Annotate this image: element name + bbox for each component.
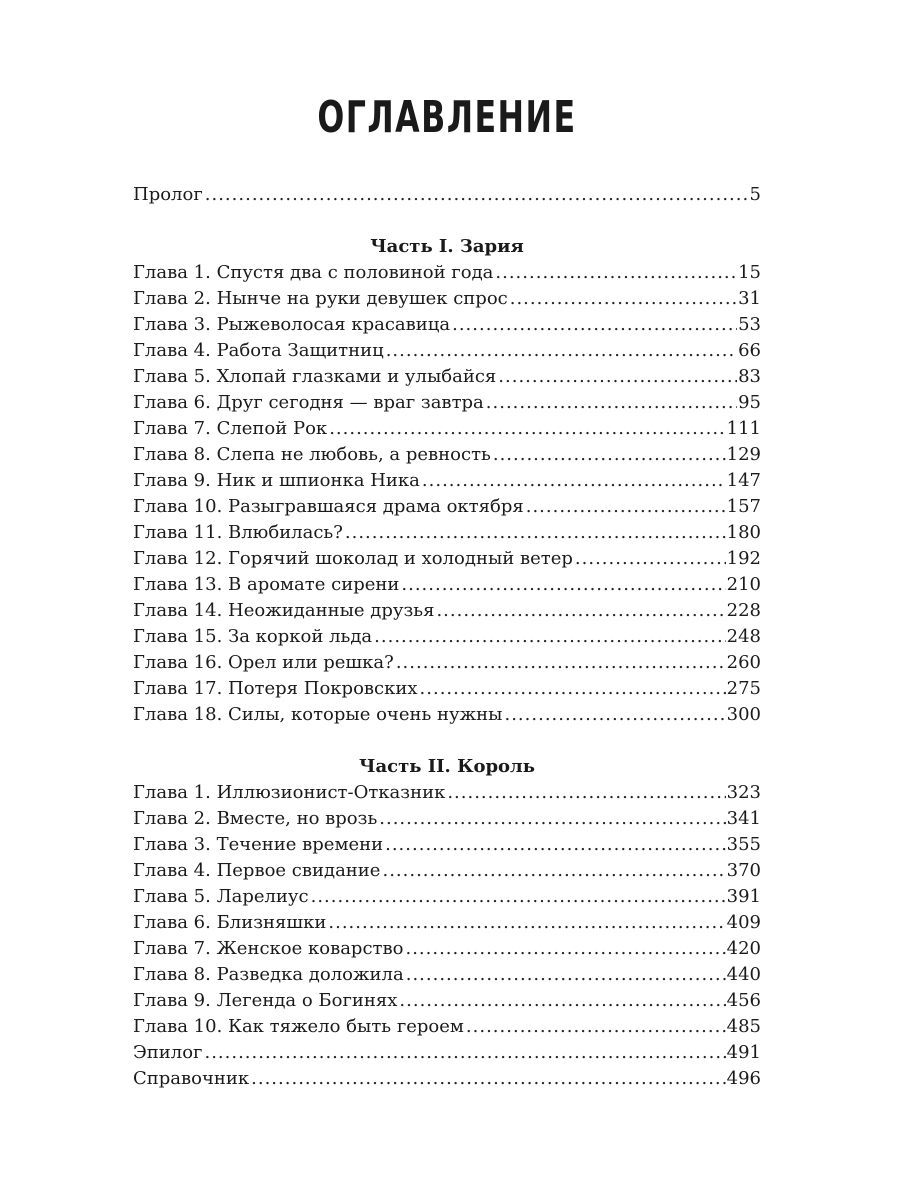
dot-leader xyxy=(447,780,725,806)
entry-label: Глава 17. Потеря Покровских xyxy=(133,678,418,699)
toc-entry-chapter[interactable] xyxy=(133,806,761,832)
entry-label: Глава 9. Легенда о Богинях xyxy=(133,990,398,1011)
dot-leader xyxy=(452,312,737,338)
entry-page-number: 323 xyxy=(726,782,761,803)
toc-entry-chapter[interactable] xyxy=(133,1014,761,1040)
entry-page-number: 83 xyxy=(738,366,761,387)
dot-leader xyxy=(493,442,726,468)
entry-label: Глава 4. Работа Защитниц xyxy=(133,340,384,361)
toc-title: ОГЛАВЛЕНИЕ xyxy=(317,92,577,143)
toc-entry-chapter[interactable] xyxy=(133,936,761,962)
toc-entry-chapter[interactable] xyxy=(133,546,761,572)
dot-leader xyxy=(526,494,726,520)
entry-page-number: 31 xyxy=(738,288,761,309)
entry-label: Глава 5. Хлопай глазками и улыбайся xyxy=(133,366,497,387)
entry-page-number: 129 xyxy=(726,444,761,465)
toc-entry-chapter[interactable] xyxy=(133,364,761,390)
entry-label: Глава 1. Иллюзионист-Отказник xyxy=(133,782,446,803)
toc-entry-chapter[interactable] xyxy=(133,416,761,442)
entry-page-number: 275 xyxy=(726,678,761,699)
entry-label: Глава 3. Рыжеволосая красавица xyxy=(133,314,451,335)
dot-leader xyxy=(385,832,726,858)
entry-label: Глава 5. Ларелиус xyxy=(133,886,309,907)
entry-page-number: 300 xyxy=(726,704,761,725)
table-of-contents xyxy=(133,182,761,1092)
entry-page-number: 53 xyxy=(738,314,761,335)
entry-label: Глава 13. В аромате сирени xyxy=(133,574,400,595)
toc-entry-chapter[interactable] xyxy=(133,312,761,338)
spacer xyxy=(133,208,761,234)
entry-page-number: 409 xyxy=(726,912,761,933)
toc-entry-prologue[interactable] xyxy=(133,182,761,208)
entry-label: Справочник xyxy=(133,1068,250,1089)
toc-entry-chapter[interactable] xyxy=(133,598,761,624)
entry-page-number: 485 xyxy=(726,1016,761,1037)
toc-entry-chapter[interactable] xyxy=(133,832,761,858)
toc-entry-chapter[interactable] xyxy=(133,494,761,520)
entry-label: Глава 11. Влюбилась? xyxy=(133,522,343,543)
dot-leader xyxy=(328,910,725,936)
dot-leader xyxy=(405,936,725,962)
entry-page-number: 260 xyxy=(726,652,761,673)
toc-entry-chapter[interactable] xyxy=(133,910,761,936)
entry-label: Глава 18. Силы, которые очень нужны xyxy=(133,704,503,725)
entry-page-number: 5 xyxy=(749,184,761,205)
toc-entry-epilogue[interactable] xyxy=(133,1040,761,1066)
toc-entry-chapter[interactable] xyxy=(133,780,761,806)
dot-leader xyxy=(422,468,726,494)
entry-page-number: 210 xyxy=(726,574,761,595)
dot-leader xyxy=(329,416,725,442)
entry-label: Глава 15. За коркой льда xyxy=(133,626,373,647)
dot-leader xyxy=(510,286,737,312)
part-2-chapter-list xyxy=(133,780,761,1040)
entry-label: Глава 2. Вместе, но врозь xyxy=(133,808,378,829)
toc-entry-chapter[interactable] xyxy=(133,858,761,884)
dot-leader xyxy=(204,1040,725,1066)
entry-label: Глава 7. Слепой Рок xyxy=(133,418,328,439)
entry-page-number: 341 xyxy=(726,808,761,829)
dot-leader xyxy=(498,364,737,390)
entry-page-number: 391 xyxy=(726,886,761,907)
part-1-heading: Часть I. Зария xyxy=(370,236,524,257)
entry-page-number: 111 xyxy=(726,418,761,439)
dot-leader xyxy=(436,598,725,624)
entry-label: Глава 14. Неожиданные друзья xyxy=(133,600,435,621)
part-2-heading: Часть II. Король xyxy=(359,756,535,777)
entry-page-number: 147 xyxy=(726,470,761,491)
entry-label: Глава 10. Разыгравшаяся драма октября xyxy=(133,496,524,517)
dot-leader xyxy=(575,546,726,572)
entry-label: Глава 3. Течение времени xyxy=(133,834,384,855)
spacer xyxy=(133,728,761,754)
dot-leader xyxy=(486,390,737,416)
toc-entry-reference[interactable] xyxy=(133,1066,761,1092)
entry-label: Глава 7. Женское коварство xyxy=(133,938,404,959)
dot-leader xyxy=(396,650,726,676)
dot-leader xyxy=(420,676,726,702)
entry-page-number: 355 xyxy=(726,834,761,855)
entry-page-number: 180 xyxy=(726,522,761,543)
entry-label: Глава 10. Как тяжело быть героем xyxy=(133,1016,464,1037)
entry-page-number: 228 xyxy=(726,600,761,621)
entry-page-number: 420 xyxy=(726,938,761,959)
dot-leader xyxy=(205,182,749,208)
entry-label: Пролог xyxy=(133,184,203,205)
entry-label: Глава 6. Близняшки xyxy=(133,912,327,933)
entry-label: Глава 1. Спустя два с половиной года xyxy=(133,262,494,283)
entry-page-number: 440 xyxy=(726,964,761,985)
dot-leader xyxy=(379,806,725,832)
toc-entry-chapter[interactable] xyxy=(133,884,761,910)
entry-label: Глава 8. Слепа не любовь, а ревность xyxy=(133,444,491,465)
part-1-chapter-list xyxy=(133,260,761,728)
entry-label: Глава 9. Ник и шпионка Ника xyxy=(133,470,420,491)
toc-entry-chapter[interactable] xyxy=(133,624,761,650)
toc-entry-chapter[interactable] xyxy=(133,468,761,494)
dot-leader xyxy=(406,962,726,988)
entry-label: Глава 8. Разведка доложила xyxy=(133,964,404,985)
toc-entry-chapter[interactable] xyxy=(133,572,761,598)
entry-page-number: 491 xyxy=(726,1042,761,1063)
dot-leader xyxy=(504,702,725,728)
dot-leader xyxy=(374,624,725,650)
entry-label: Эпилог xyxy=(133,1042,203,1063)
entry-page-number: 496 xyxy=(726,1068,761,1089)
entry-label: Глава 4. Первое свидание xyxy=(133,860,381,881)
entry-page-number: 248 xyxy=(726,626,761,647)
toc-entry-chapter[interactable] xyxy=(133,988,761,1014)
entry-label: Глава 6. Друг сегодня — враг завтра xyxy=(133,392,484,413)
entry-label: Глава 2. Нынче на руки девушек спрос xyxy=(133,288,508,309)
dot-leader xyxy=(251,1066,726,1092)
dot-leader xyxy=(466,1014,726,1040)
toc-entry-chapter[interactable] xyxy=(133,390,761,416)
dot-leader xyxy=(399,988,725,1014)
toc-entry-chapter[interactable] xyxy=(133,702,761,728)
entry-page-number: 95 xyxy=(738,392,761,413)
dot-leader xyxy=(382,858,725,884)
entry-page-number: 192 xyxy=(726,548,761,569)
entry-page-number: 456 xyxy=(726,990,761,1011)
entry-label: Глава 16. Орел или решка? xyxy=(133,652,394,673)
dot-leader xyxy=(386,338,737,364)
dot-leader xyxy=(401,572,725,598)
toc-entry-chapter[interactable] xyxy=(133,962,761,988)
toc-entry-chapter[interactable] xyxy=(133,650,761,676)
toc-entry-chapter[interactable] xyxy=(133,676,761,702)
entry-label: Глава 12. Горячий шоколад и холодный ветер xyxy=(133,548,573,569)
toc-entry-chapter[interactable] xyxy=(133,338,761,364)
entry-page-number: 15 xyxy=(738,262,761,283)
dot-leader xyxy=(311,884,726,910)
dot-leader xyxy=(495,260,737,286)
entry-page-number: 370 xyxy=(726,860,761,881)
dot-leader xyxy=(345,520,726,546)
toc-entry-chapter[interactable] xyxy=(133,442,761,468)
toc-entry-chapter[interactable] xyxy=(133,520,761,546)
toc-entry-chapter[interactable] xyxy=(133,286,761,312)
entry-page-number: 66 xyxy=(738,340,761,361)
entry-page-number: 157 xyxy=(726,496,761,517)
toc-entry-chapter[interactable] xyxy=(133,260,761,286)
